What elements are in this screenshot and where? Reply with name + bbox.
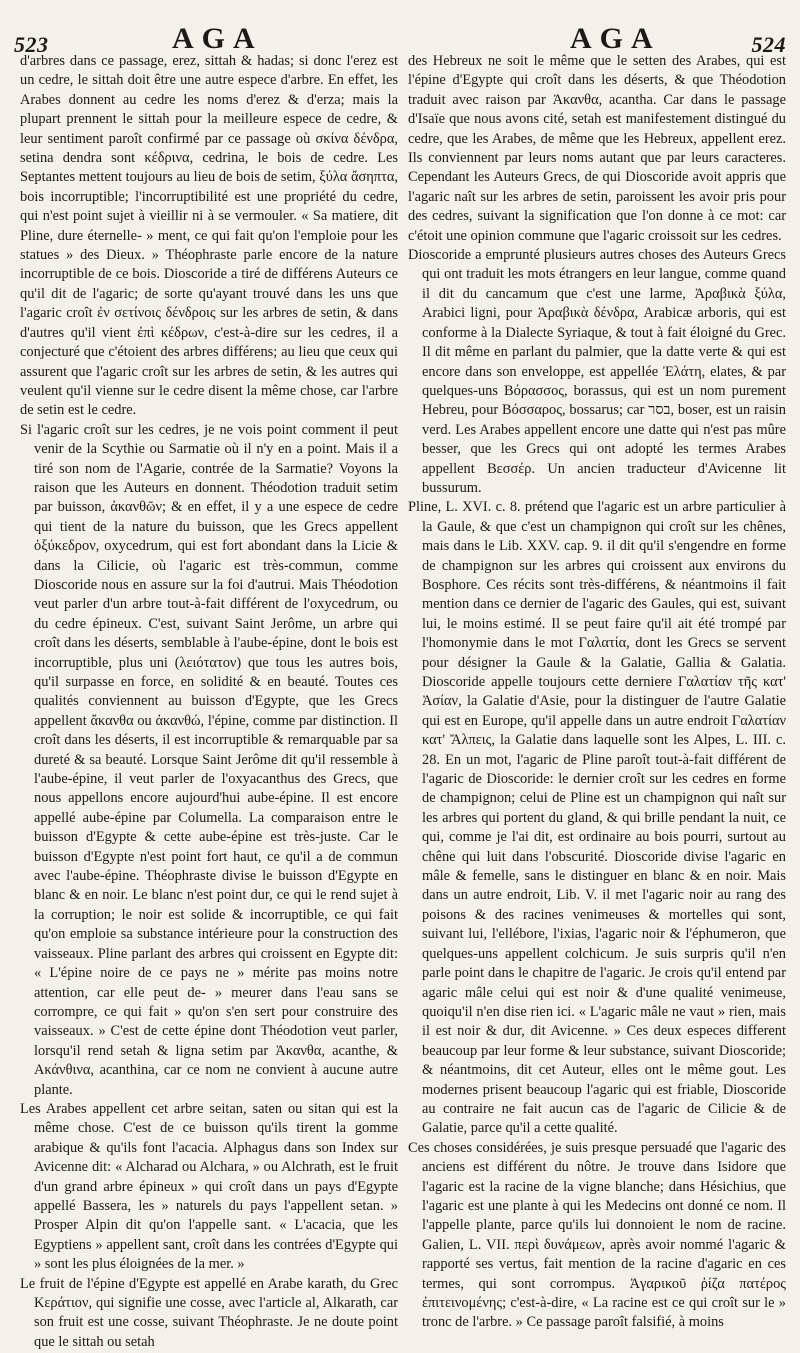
- paragraph: d'arbres dans ce passage, erez, sittah & hadas; si donc l'erez est un cedre, le sittah doit être une autre espece d'arbre. En effet, les Arabes donnent au cedre les noms d'erez & d'erza; mais la plupart prennent le sittah pour la meilleure espece de cedre, & leur sentiment paroît confirmé par ce passage où σκίνα δένδρα, setina dendra sont κέδρινα, cedrina, le bois de cedre. Les Septantes mettent toujours au lieu de bois de setim, ξύλα ἄσηπτα, bois incorruptible; l'incorruptibilité est une propriété du cedre, qui n'est point sujet à vieillir ni à se vermouler. « Sa matiere, dit Pline, dure éternelle- » ment, ce qui fait qu'on l'emploie pour les statues » des Dieux. » Théophraste parle encore de la nature incorruptible de ce bois. Dioscoride a tiré de différens Auteurs ce qu'il dit de l'agaric; de sorte qu'ayant trouvé dans les uns que l'agaric croît ἐν σετίνοις δένδροις sur les arbres de setin, & dans d'autres qu'il vient ἐπὶ κέδρων, c'est-à-dire sur les cedres, il a conjecturé que c'étoient des arbres différens; au lieu que ceux qui assurent que l'agaric croît sur les arbres de setin, & les autres qui veulent qu'il vienne sur le cedre disent la même chose, car l'arbre de setin est le cedre.: [20, 53, 398, 419]
- running-header: [0, 12, 800, 57]
- paragraph: Ces choses considérées, je suis presque persuadé que l'agaric des anciens est différent du nôtre. Je trouve dans Isidore que l'agaric est la racine de la vigne blanche; dans Hésichius, que l'agaric est une plante à qui les Medecins ont donné ce nom. Il l'appelle plante, parce qu'ils lui donnoient le nom de racine. Galien, L. VII. περὶ δυνάμεων, après avoir nommé l'agaric & rapporté ses vertus, fait mention de la racine d'agaric en ces termes, qui sont corrompus. Ἀγαρικοῦ ῥίζα πατέρος ἐπιτεινομένης; c'est-à-dire, « La racine est ce qui croît sur le » tronc de l'arbre. » Ce passage paroît falsifié, à moins: [408, 1139, 786, 1331]
- paragraph: Dioscoride a emprunté plusieurs autres choses des Auteurs Grecs qui ont traduit les mots étrangers en leur langue, comme quand il dit du cancamum que c'est une larme, Ἀραβικὰ ξύλα, Arabici ligni, pour Ἀραβικὰ δένδρα, Arabicæ arboris, qui est conforme à la Dialecte Syriaque, & tout à fait éloigné du Grec. Il dit même en parlant du palmier, que la datte verte & qui est encore dans son enveloppe, est appellée Ἐλάτη, elates, & par quelques-uns Βόρασσος, borassus, qui est un nom purement Hebreu, pour Βόσσαρος, bossarus; car בסר, boser, est un raisin verd. Les Arabes appellent encore une datte qui n'est pas mûre besser, que les Grecs qui ont adopté les termes Arabes appellent Βεσσέρ. Un ancien traducteur d'Avicenne lit bussurum.: [408, 247, 786, 496]
- left-page-number: 523: [14, 32, 49, 57]
- right-running-title: AGA: [570, 22, 661, 55]
- paragraph: des Hebreux ne soit le même que le setten des Arabes, qui est l'épine d'Egypte qui croît dans les déserts, & que Théodotion traduit avec raison par Ἀκανθα, acantha. Car dans le passage d'Isaïe que nous avons cité, setah est manifestement distingué du cedre, que les Arabes, de même que les Hebreux, appellent erez. Ils conviennent par leurs noms autant que par leurs caracteres. Cependant les Auteurs Grecs, de qui Dioscoride avoit appris que l'agaric naît sur les arbres de setin, paroissent les avoir pris pour des cedres, suivant la signification que l'on donne à ce mot: car c'étoit une opinion commune que l'agaric croissoit sur les cedres.: [408, 53, 786, 244]
- paragraph: Les Arabes appellent cet arbre seitan, saten ou sitan qui est la même chose. C'est de ce buisson qu'ils tirent la gomme arabique & qu'ils font l'acacia. Alphagus dans son Index sur Avicenne dit: « Alcharad ou Alchara, » ou Alchrath, est le fruit d'un grand arbre épineux » qui croît dans un pays d'Egypte appellé Bassera, les » naturels du pays l'appellent setan. » Prosper Alpin dit qu'on l'appelle sant. « L'acacia, que les Egyptiens » appellent sant, croît dans les contrées d'Egypte qui » sont les plus éloignées de la mer. »: [20, 1100, 398, 1273]
- paragraph: Pline, L. XVI. c. 8. prétend que l'agaric est un arbre particulier à la Gaule, & que c'est un champignon qui croît sur les chênes, mais dans le Lib. XXV. cap. 9. il dit qu'il s'engendre en forme de champignon sur les arbres qui croissent aux environs du Bosphore. Ces récits sont très-différens, & néantmoins il fait mention dans ce dernier de l'agaric des Gaules, qui est, suivant lui, le moins estimé. Il se peut faire qu'il ait été trompé par l'homonymie dans le mot Γαλατία, dont les Grecs se servent pour désigner la Gaule & la Galatie, Gallia & Galatia. Dioscoride appelle toujours cette derniere Γαλατίαν τῆς κατ' Ἀσίαν, la Galatie d'Asie, pour la distinguer de l'autre Galatie qui est en Europe, qu'il appelle dans un autre endroit Γαλατίαν κατ' Ἄλπεις, la Galatie dans laquelle sont les Alpes, L. III. c. 28. En un mot, l'agaric de Pline paroît tout-à-fait différent de l'agaric de Dioscoride: le dernier croît sur les cedres en forme de champignon; celui de Pline est un champignon qui naît sur les arbres qui portent du gland, & qui brille pendant la nuit, ce qui, comme je l'ai dit, est ordinaire au bois pourri, surtout au chêne qui luit dans l'obscurité. Dioscoride divise l'agaric en mâle & femelle, sans le distinguer en blanc & en noir. Mais dans un autre endroit, Lib. V. il met l'agaric noir au rang des poisons & des racines venimeuses & mortelles qui sont, suivant lui, l'ellébore, l'ixias, l'agaric noir & l'éphumeron, que quelques-uns appellent colchicum. Je suis surpris qu'il n'en parle point dans le chapitre de l'agaric. Je crois qu'il entend par agaric mâle celui qui est noir & d'une qualité venimeuse, quoiqu'il n'en dise rien ici. « L'agaric mâle ne vaut » rien, mais il est noir & dur, dit Avicenne. » Ces deux especes different beaucoup par leur forme & leur substance, suivant Dioscoride; & néantmoins, dit cet Auteur, elles ont le même gout. Les modernes prisent beaucoup l'agaric qui est friable, Dioscoride au contraire ne fait aucun cas de l'agaric de Cilicie & de Galatie, parce qu'il a cette qualité.: [408, 499, 786, 1137]
- left-running-title: AGA: [172, 22, 263, 55]
- paragraph: Si l'agaric croît sur les cedres, je ne vois point comment il peut venir de la Scythie ou Sarmatie où il n'y en a point. Mais il a tiré son nom de l'Agarie, contrée de la Sarmatie? Voyons la raison que les Auteurs en donnent. Théodotion traduit setim par buisson, ἀκανθῶν; & en effet, il y a une espece de cedre qui tient de la nature du buisson, que les Grecs appellent ὀξύκεδρον, oxycedrum, qui est fort abondant dans la Licie & dans la Cilicie, où l'agaric est très-commun, comme Dioscoride nous en assure sur la foi d'autrui. Mais Théodotion veut parler d'un arbre tout-à-fait différent de l'oxycedrum, ou du cedre épineux. C'est, suivant Saint Jerôme, un arbre qui croît dans les déserts, semblable à l'aube-épine, dont le bois est incorruptible, plus uni (λειότατον) que tous les autres bois, qu'il surpasse en force, en solidité & en beauté. Toutes ces qualités conviennent au buisson d'Egypte, que les Grecs appellent ἄκανθα ou ἀκανθώ, l'épine, comme par distinction. Il croît dans les déserts, il est incorruptible & remarquable par sa dureté & sa beauté. Lorsque Saint Jerôme dit qu'il ressemble à l'aube-épine, il veut parler de l'oxyacanthus des Grecs, que nous appellons encore aujourd'hui aube-épine. Il est encore appellé aube-épine par Columella. La comparaison entre le buisson d'Egypte & cette aube-épine est très-juste. Car le buisson d'Egypte n'est point fort haut, ce qu'il a de commun avec l'aube-épine. Théophraste divise le buisson d'Egypte en blanc & en noir. Le blanc n'est point dur, ce qui le rend sujet à la corruption; le noir est solide & incorruptible, ce qui fait qu'on emploie sa substance intérieure pour la construction des vaisseaux. Pline parlant des arbres qui croissent en Egypte dit: « L'épine noire de ce pays ne » mérite pas moins notre attention, car elle peut de- » meurer dans l'eau sans se corrompre, ce qui fait » qu'on s'en sert pour construire des vaisseaux. » C'est de cette épine dont Théodotion veut parler, lorsqu'il rend setah & ligna setim par Ἀκανθα, acanthe, & Ακάνθινα, acanthina, car ce nom ne convient à aucune autre plante.: [20, 421, 398, 1098]
- paragraph: Le fruit de l'épine d'Egypte est appellé en Arabe karath, du Grec Κεράτιον, qui signifie une cosse, avec l'article al, Alkarath, car son fruit est une cosse, suivant Théophraste. Je ne doute point que le sittah ou setah: [20, 1275, 398, 1350]
- right-page-number: 524: [751, 32, 786, 57]
- left-text-column: [20, 52, 398, 1350]
- right-text-column: [408, 52, 786, 1350]
